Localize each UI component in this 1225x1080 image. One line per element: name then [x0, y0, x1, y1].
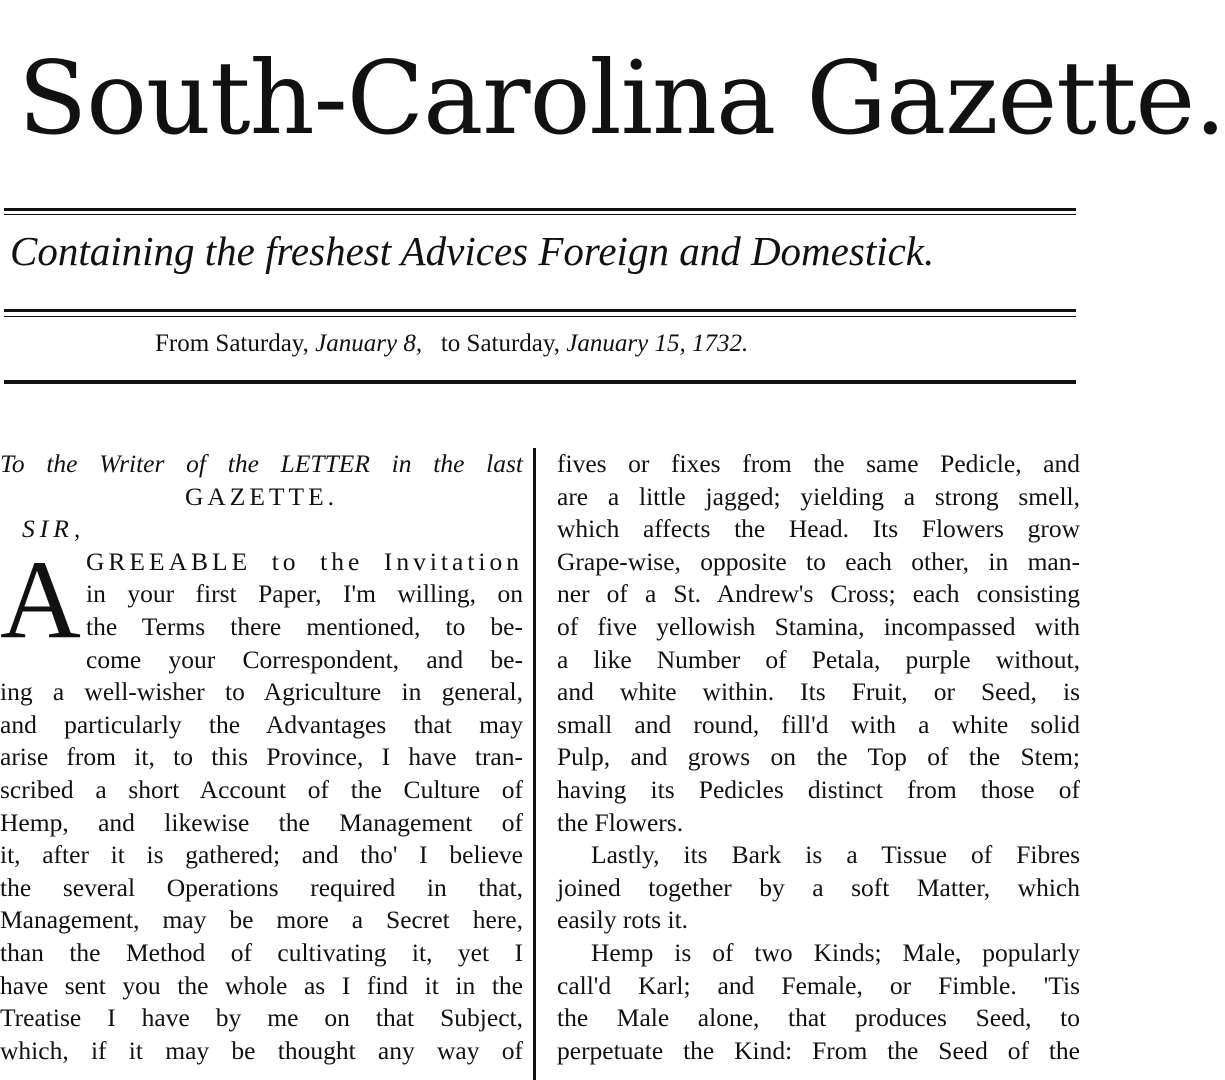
- body-line: GREEABLE to the Invitation: [86, 546, 523, 576]
- body-line: Hemp, and likewise the Management of: [0, 807, 523, 837]
- letter-heading-gazette: GAZETTE.: [184, 481, 339, 511]
- newspaper-subtitle: Containing the freshest Advices Foreign and Domestick.: [10, 228, 935, 274]
- middle-rule: [4, 309, 1076, 312]
- dateline-to-date: January 15, 1732.: [566, 330, 749, 357]
- body-line: than the Method of cultivating it, yet I: [0, 937, 523, 967]
- body-line: Grape-wise, opposite to each other, in man-: [557, 546, 1080, 576]
- dateline-from-date: January 8,: [315, 330, 423, 357]
- column-divider: [533, 448, 536, 1080]
- body-line: the Terms there mentioned, to be-: [86, 611, 523, 641]
- middle-rule-thin: [4, 316, 1076, 317]
- top-rule: [4, 208, 1076, 211]
- body-line: a like Number of Petala, purple without,: [557, 644, 1080, 674]
- body-line: and white within. Its Fruit, or Seed, is: [557, 677, 1080, 707]
- body-line: the several Operations required in that,: [0, 872, 523, 902]
- body-line: in your first Paper, I'm willing, on: [86, 579, 523, 609]
- body-line: scribed a short Account of the Culture of: [0, 774, 523, 804]
- issue-dateline: [155, 330, 1055, 358]
- left-column: [0, 448, 523, 1067]
- body-line: joined together by a soft Matter, which: [557, 872, 1080, 902]
- body-line: Lastly, its Bark is a Tissue of Fibres: [591, 840, 1080, 870]
- body-line: Treatise I have by me on that Subject,: [0, 1003, 523, 1033]
- body-line: small and round, fill'd with a white solid: [557, 709, 1080, 739]
- body-line: have sent you the whole as I find it in the: [0, 970, 523, 1000]
- body-line: Management, may be more a Secret here,: [0, 905, 523, 935]
- body-line: the Flowers.: [557, 807, 684, 837]
- body-line: Hemp is of two Kinds; Male, popularly: [591, 937, 1080, 967]
- dateline-from-label: From Saturday,: [155, 330, 309, 357]
- letter-heading: To the Writer of the LETTER in the last: [0, 449, 523, 478]
- body-line: which affects the Head. Its Flowers grow: [557, 514, 1080, 544]
- body-line: which, if it may be thought any way of: [0, 1035, 523, 1065]
- body-line: arise from it, to this Province, I have tran-: [0, 742, 523, 772]
- body-line: fives or fixes from the same Pedicle, and: [557, 449, 1080, 478]
- top-rule-thin: [4, 214, 1076, 215]
- bottom-rule: [4, 380, 1076, 384]
- body-line: easily rots it.: [557, 905, 689, 935]
- body-line: it, after it is gathered; and tho' I believe: [0, 840, 523, 870]
- dateline-to-label: to Saturday,: [440, 330, 561, 357]
- body-line: ner of a St. Andrew's Cross; each consisting: [557, 579, 1080, 609]
- body-line: perpetuate the Kind: From the Seed of the: [557, 1035, 1080, 1065]
- body-line: ing a well-wisher to Agriculture in general,: [0, 677, 523, 707]
- body-line: and particularly the Advantages that may: [0, 709, 523, 739]
- body-line: having its Pedicles distinct from those of: [557, 774, 1080, 804]
- body-line: the Male alone, that produces Seed, to: [557, 1003, 1080, 1033]
- body-line: Pulp, and grows on the Top of the Stem;: [557, 742, 1080, 772]
- drop-cap: A: [0, 538, 81, 662]
- body-line: of five yellowish Stamina, incompassed with: [557, 611, 1080, 641]
- right-column: [557, 448, 1080, 1067]
- body-line: come your Correspondent, and be-: [86, 644, 523, 674]
- body-line: are a little jagged; yielding a strong smell,: [557, 481, 1080, 511]
- salutation: SIR,: [22, 514, 86, 544]
- body-line: call'd Karl; and Female, or Fimble. 'Tis: [557, 970, 1080, 1000]
- newspaper-title: South-Carolina Gazette.: [18, 39, 1225, 157]
